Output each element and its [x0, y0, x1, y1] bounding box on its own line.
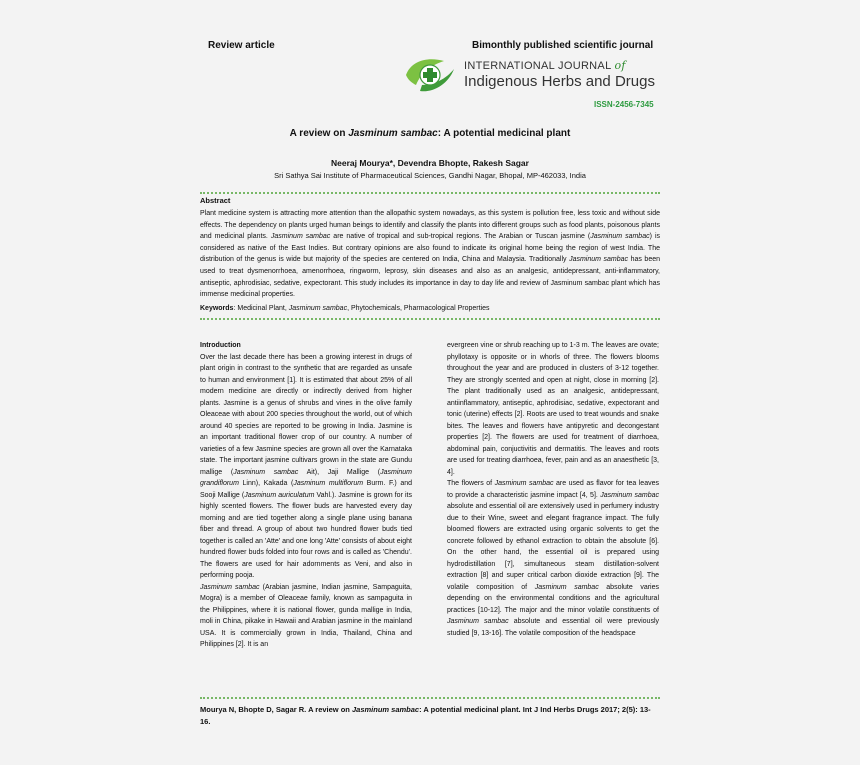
introduction-paragraph: Over the last decade there has been a growing interest in drugs of plant origin in contrast to the synthetic that are regarded as unsafe to human and environment [1]. It is estimated that about 25% of all modern medicine are directly or indirectly derived from higher plants. Jasmine is a genus of shrubs and vines in the olive family Oleaceae with about 200 species throughout the world, out of which around 40 species are reported to be growing in India. Jasmine is an important traditional flower crop of our country. A number of varieties of a few Jasmine species are grown all over the Karnataka state. The important jasmine cultivars grown in the state are Gundu mallige (Jasminum sambac Ait), Jaji Mallige (Jasminum grandiflorum Linn), Kakada (Jasminum multiflorum Burm. F.) and Sooji Mallige (Jasminum auriculatum Vahl.). Jasmine is grown for its highly scented flowers. The flower buds are harvested every day morning and are tied together along a single plane using banana fiber and thread. A group of about two hundred flower buds tied together is called an 'Atte' and one long 'Atte' consists of about eight hundred flower buds folded into four rows and is called as 'Chendu'. The flowers are used for hair adornments as Veni, and also in performing pooja.: [200, 353, 412, 579]
uses-paragraph: The flowers of Jasminum sambac are used as flavor for tea leaves to provide a characteristic jasmine impact [4, 5]. Jasminum sambac absolute and essential oil are extensively used in perfumery industry due to their Wine, sweet and elegant fragrance impact. The fully bloomed flowers are extracted using organic solvents to get the concrete followed by ethanol extraction to obtain the absolute [6]. On the other hand, the essential oil is prepared using hydrodistillation [7], simultaneous steam distillation-solvent extraction [8] and super critical carbon dioxide extraction [9]. The volatile composition of Jasminum sambac absolute varies depending on the environmental conditions and the agricultural practices [10-12]. The major and the minor volatile constituents of Jasminum sambac absolute and essential oil were previously studied [9, 13-16]. The volatile composition of the headspace: [447, 480, 659, 637]
logo-journal-name: INTERNATIONAL JOURNAL of: [464, 59, 626, 72]
sambac-paragraph: Jasminum sambac (Arabian jasmine, Indian jasmine, Sampaguita, Mogra) is a member of Oleaceae family, known as sampaguita in the Philippines, where it is national flower, gunda mallige in India, moli in China, pikake in Hawaii and Arabian jasmine in the mainland USA. It is commercially grown in India, Thailand, China and Philippines [2]. It is an: [200, 583, 412, 648]
article-title: A review on Jasminum sambac: A potential medicinal plant: [289, 128, 571, 139]
abstract-heading: Abstract: [200, 196, 231, 205]
divider-top: [200, 192, 660, 194]
issn-number: ISSN-2456-7345: [594, 100, 654, 109]
leaf-cross-icon: [402, 55, 458, 95]
text-column-left: [200, 340, 412, 651]
description-paragraph: evergreen vine or shrub reaching up to 1-3 m. The leaves are ovate; phyllotaxy is opposite or in whorls of three. The flowers blooms throughout the year and are produced in clusters of 3-12 together. They are strongly scented and open at night, close in morning [2]. The plant traditionally used as an analgesic, antidepressant, antiinflammatory, antiseptic, aphrodisiac, sedative, expectorant and tonic (uterine) effects [2]. Roots are used to treat wounds and snake bites. The leaves and flowers have antipyretic and decongestant properties [2]. The flowers are used for treatment of diarrhoea, abdominal pain, conjuctivitis and dermatitis. The leaves and roots are used for treating diarrhoea, fever, pain and as an anaesthetic [3, 4].: [447, 342, 659, 476]
keywords-line: Keywords: Medicinal Plant, Jasminum sambac, Phytochemicals, Pharmacological Properties: [200, 305, 490, 312]
journal-logo: [402, 55, 662, 95]
journal-frequency-label: Bimonthly published scientific journal: [472, 40, 654, 51]
text-column-right: [447, 340, 659, 639]
introduction-heading: Introduction: [200, 342, 241, 349]
article-type-label: Review article: [208, 40, 275, 51]
author-affiliation: Sri Sathya Sai Institute of Pharmaceutical Sciences, Gandhi Nagar, Bhopal, MP-462033, India: [274, 171, 586, 180]
divider-abstract: [200, 318, 660, 320]
logo-journal-subtitle: Indigenous Herbs and Drugs: [464, 73, 655, 90]
citation-footer: Mourya N, Bhopte D, Sagar R. A review on Jasminum sambac: A potential medicinal plant. Int J Ind Herbs Drugs 2017; 2(5): 13-16.: [200, 705, 651, 726]
divider-bottom: [200, 697, 660, 699]
abstract-body: Plant medicine system is attracting more attention than the allopathic system nowadays, as this system is pollution free, less toxic and without side effects. The dependency on plants urged human beings to identify and classify the plants into different groups such as food plants, poisonous plants and medicinal plants. Jasminum sambac are native of tropical and sub-tropical regions. The Arabian or Tuscan jasmine (Jasminum sambac) is considered as native of the East Indies. But contrary opinions are also found to indicate its original home being the region of west India. The distribution of the genus is wide but majority of the species are centered on India, China and Malaysia. Traditionally Jasminum sambac has been used to treat dysmenorrhoea, amenorrhoea, ringworm, leprosy, skin diseases and also as an analgesic, antidepressant, anti-inflammatory, antiseptic, aphrodisiac, sedative, expectorant. This study includes its importance in day to day life and review of Jasminum sambac plant which has immense medicinal properties.: [200, 210, 661, 299]
author-list: Neeraj Mourya*, Devendra Bhopte, Rakesh Sagar: [331, 158, 529, 168]
